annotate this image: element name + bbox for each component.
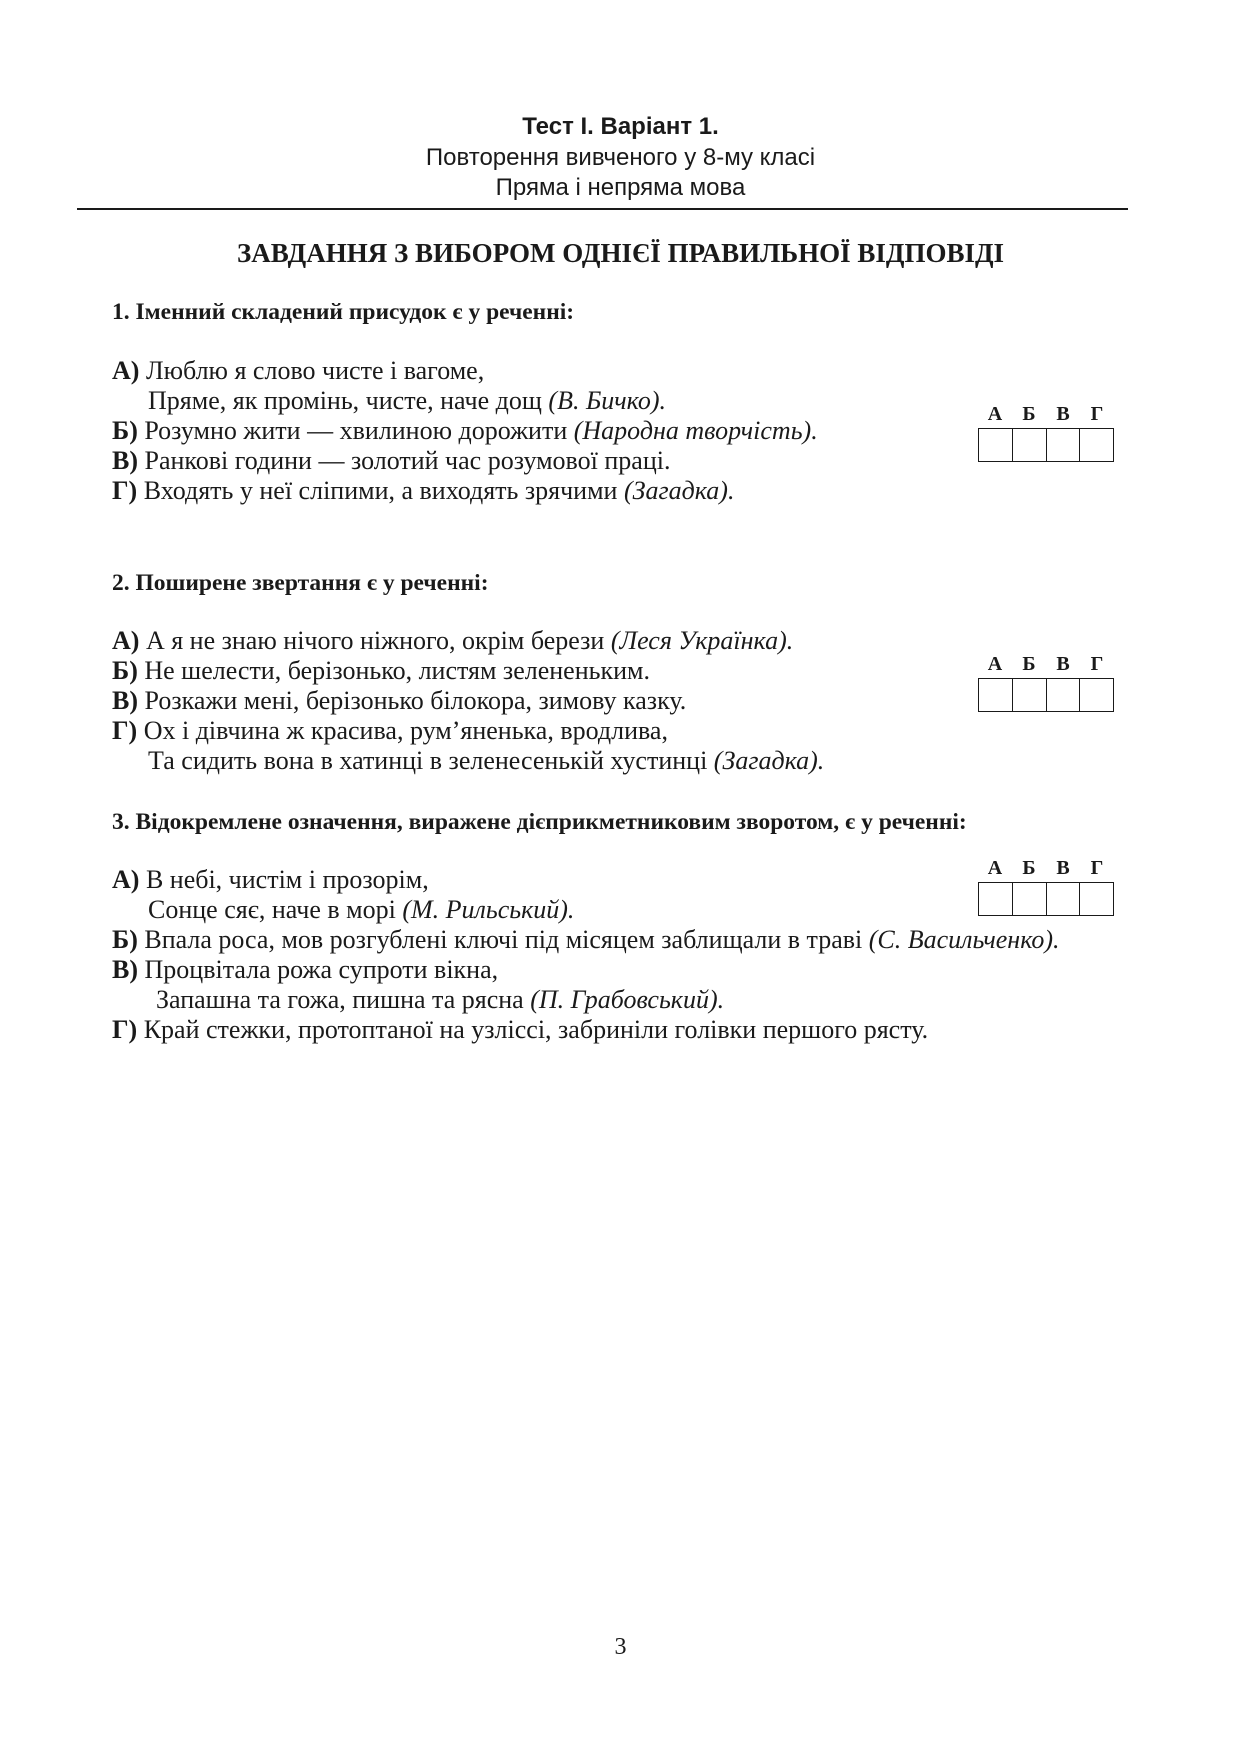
- question-3-option-v-continued: [156, 985, 724, 1015]
- option-source: (Народна творчість).: [573, 416, 818, 445]
- question-2-option-g-continued: [148, 746, 824, 776]
- page-number: 3: [614, 1634, 627, 1660]
- option-source: (В. Бичко).: [548, 386, 667, 415]
- answer-letter-b: Б: [1022, 653, 1036, 675]
- option-text: Та сидить вона в хатинці в зеленесенькій хустинці: [148, 746, 714, 775]
- answer-cell-g[interactable]: [1080, 679, 1113, 711]
- answer-cell-v[interactable]: [1047, 679, 1081, 711]
- answer-letter-v: В: [1056, 403, 1070, 425]
- question-3-option-g: [112, 1015, 928, 1045]
- answer-letter-v: В: [1056, 653, 1070, 675]
- answer-cell-v[interactable]: [1047, 429, 1081, 461]
- option-text: Ох і дівчина ж красива, рум’яненька, вродлива,: [137, 716, 668, 745]
- answer-cell-g[interactable]: [1080, 883, 1113, 915]
- answer-cell-b[interactable]: [1013, 679, 1047, 711]
- question-3-option-b: [112, 925, 1060, 955]
- option-label: Б): [112, 416, 138, 445]
- section-title: ЗАВДАННЯ З ВИБОРОМ ОДНІЄЇ ПРАВИЛЬНОЇ ВІДПОВІДІ: [236, 238, 1005, 268]
- option-text: Люблю я слово чисте і вагоме,: [139, 356, 485, 385]
- question-1-option-a-continued: [148, 386, 666, 416]
- option-label: А): [112, 626, 140, 655]
- answer-cell-a[interactable]: [979, 679, 1013, 711]
- option-text: Ранкові години — золотий час розумової праці.: [138, 446, 671, 475]
- option-label: Б): [112, 656, 138, 685]
- answer-cell-g[interactable]: [1080, 429, 1113, 461]
- question-2-option-a: [112, 626, 793, 656]
- answer-letter-b: Б: [1022, 403, 1036, 425]
- question-1-title: 1. Іменний складений присудок є у реченні:: [112, 299, 575, 325]
- answer-cell-v[interactable]: [1047, 883, 1081, 915]
- answer-letter-b: Б: [1022, 857, 1036, 879]
- option-text: Входять у неї сліпими, а виходять зрячими: [137, 476, 624, 505]
- test-subtitle-theme: Пряма і непряма мова: [495, 174, 746, 201]
- option-label: А): [112, 865, 140, 894]
- question-1-option-g: [112, 476, 734, 506]
- question-3-option-a-continued: [148, 895, 574, 925]
- question-2-option-b: [112, 656, 650, 686]
- option-text: Пряме, як промінь, чисте, наче дощ: [148, 386, 549, 415]
- question-3-option-v: [112, 955, 498, 985]
- question-2-option-g: [112, 716, 668, 746]
- question-2-title: 2. Поширене звертання є у реченні:: [112, 570, 489, 596]
- test-subtitle-topic: Повторення вивченого у 8-му класі: [425, 144, 816, 171]
- test-title: Тест І. Варіант 1.: [522, 113, 719, 140]
- option-source: (С. Васильченко).: [868, 925, 1060, 954]
- option-text: Розумно жити — хвилиною дорожити: [137, 416, 574, 445]
- question-2-option-v: [112, 686, 686, 716]
- question-3-title: 3. Відокремлене означення, виражене дієприкметниковим зворотом, є у реченні:: [112, 809, 967, 835]
- option-label: Г): [112, 716, 138, 745]
- option-text: Впала роса, мов розгублені ключі під місяцем заблищали в траві: [137, 925, 869, 954]
- answer-letter-g: Г: [1090, 653, 1104, 675]
- option-label: В): [112, 446, 138, 475]
- option-source: (Загадка).: [623, 476, 735, 505]
- answer-cell-a[interactable]: [979, 429, 1013, 461]
- option-label: Г): [112, 1015, 138, 1044]
- answer-letter-v: В: [1056, 857, 1070, 879]
- option-text: Розкажи мені, берізонько білокора, зимову казку.: [138, 686, 687, 715]
- answer-letter-g: Г: [1090, 857, 1104, 879]
- option-source: (Загадка).: [713, 746, 825, 775]
- question-1-option-v: [112, 446, 670, 476]
- answer-letter-g: Г: [1090, 403, 1104, 425]
- option-source: (Леся Українка).: [610, 626, 794, 655]
- option-text: А я не знаю нічого ніжного, окрім берези: [139, 626, 611, 655]
- answer-letter-a: А: [987, 403, 1003, 425]
- option-label: Г): [112, 476, 138, 505]
- option-label: В): [112, 955, 138, 984]
- option-label: В): [112, 686, 138, 715]
- option-text: Запашна та гожа, пишна та рясна: [156, 985, 531, 1014]
- option-text: Край стежки, протоптаної на узліссі, забриніли голівки першого рясту.: [137, 1015, 929, 1044]
- option-text: Не шелести, берізонько, листям зелененьким.: [137, 656, 650, 685]
- option-text: Сонце сяє, наче в морі: [148, 895, 403, 924]
- option-source: (М. Рильський).: [402, 895, 575, 924]
- question-3-option-a: [112, 865, 429, 895]
- answer-cell-b[interactable]: [1013, 429, 1047, 461]
- option-label: А): [112, 356, 140, 385]
- answer-cell-b[interactable]: [1013, 883, 1047, 915]
- option-source: (П. Грабовський).: [530, 985, 725, 1014]
- header-divider: [77, 208, 1128, 210]
- answer-cell-a[interactable]: [979, 883, 1013, 915]
- option-text: Процвітала рожа супроти вікна,: [138, 955, 499, 984]
- option-text: В небі, чистім і прозорім,: [139, 865, 429, 894]
- question-1-option-b: [112, 416, 818, 446]
- question-1-option-a: [112, 356, 484, 386]
- answer-letter-a: А: [987, 653, 1003, 675]
- option-label: Б): [112, 925, 138, 954]
- answer-letter-a: А: [987, 857, 1003, 879]
